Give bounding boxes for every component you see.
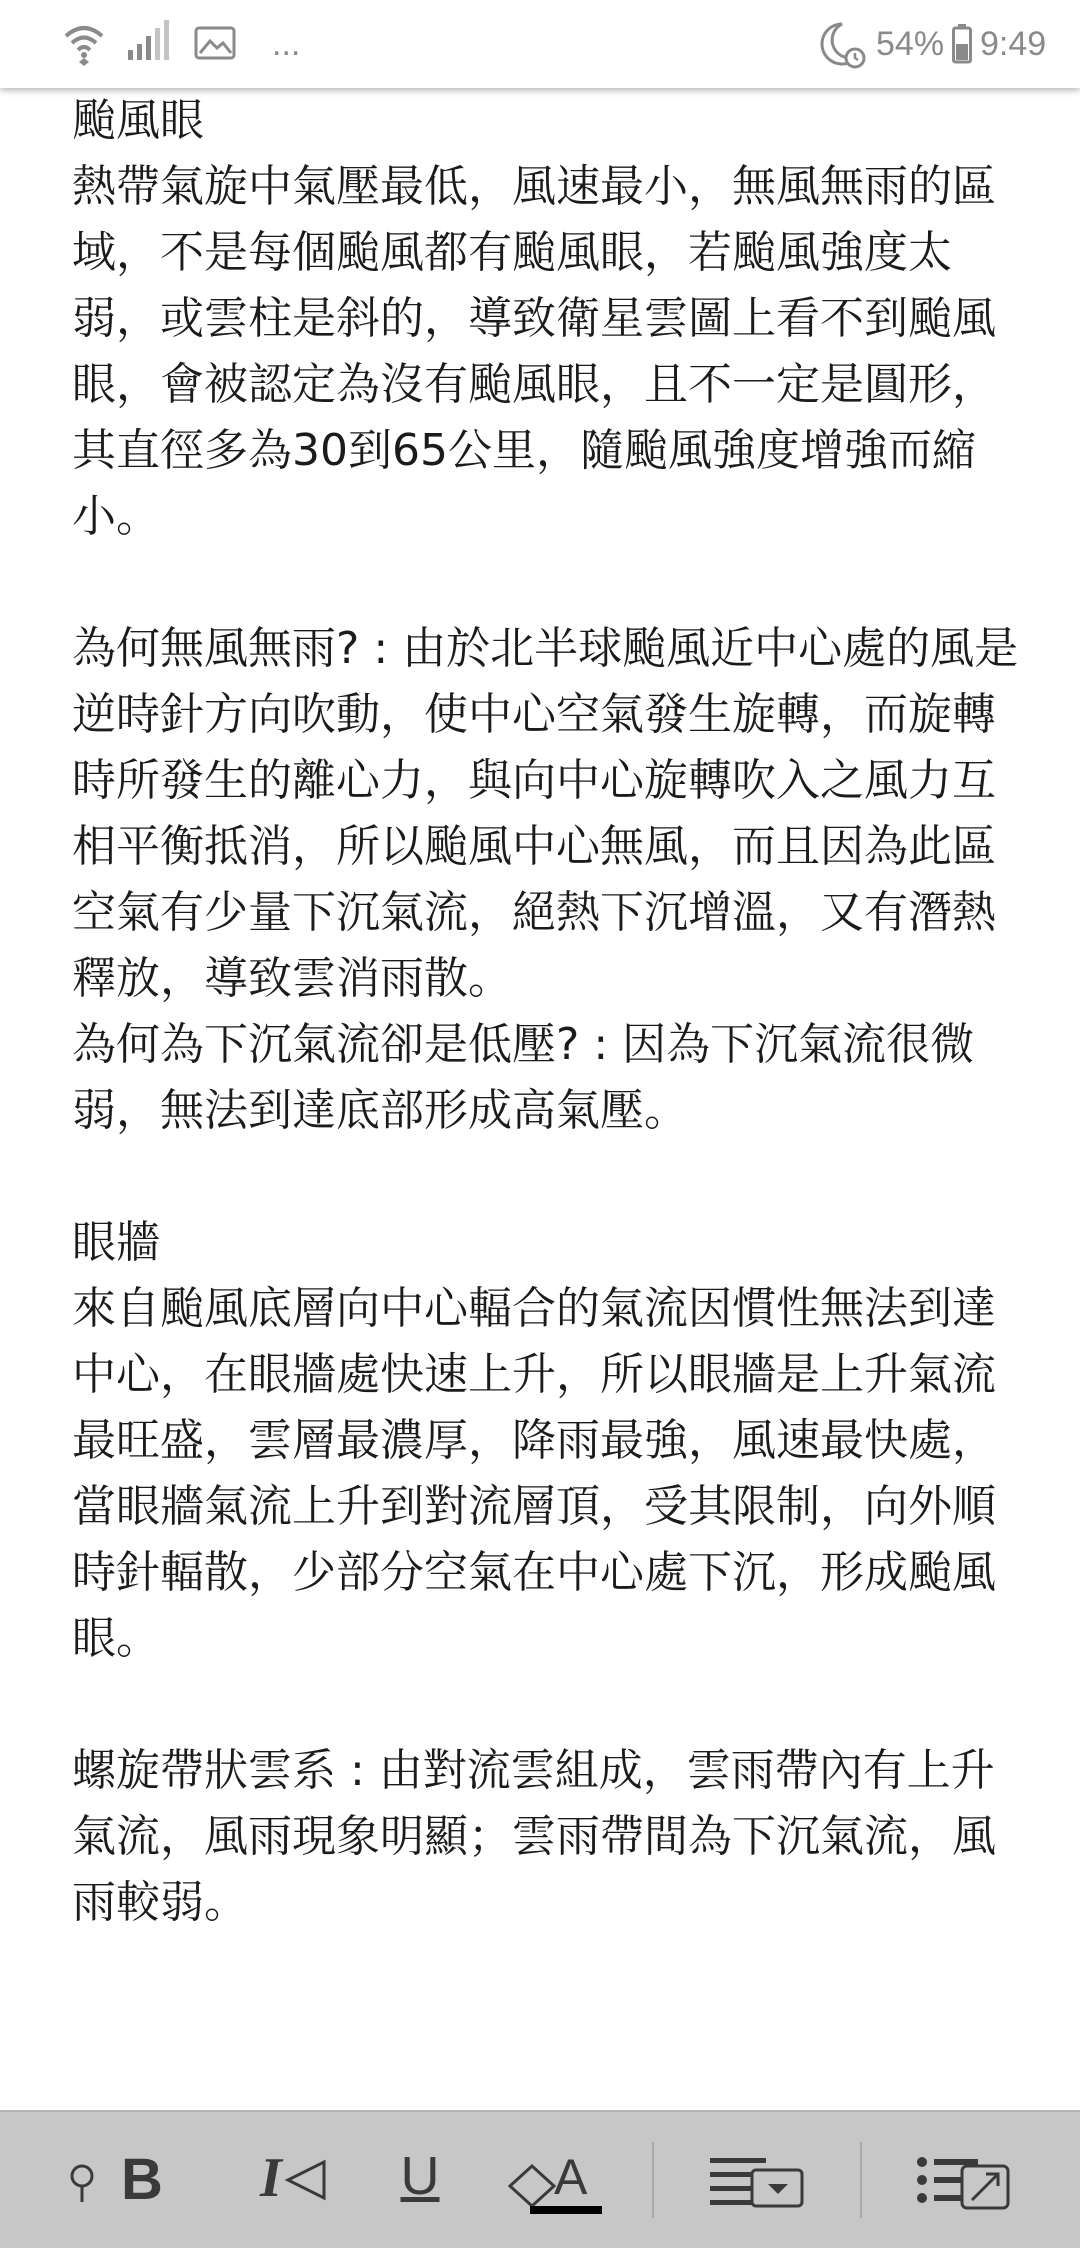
signal-icon — [126, 18, 170, 62]
status-bar — [0, 0, 1080, 88]
wifi-icon — [62, 18, 106, 68]
text-style-pin-icon[interactable] — [62, 2136, 102, 2224]
paragraph-typhoon-eye-definition[interactable]: 熱帶氣旋中氣壓最低，風速最小，無風無雨的區域，不是每個颱風都有颱風眼，若颱風強度太弱，或雲柱是斜的，導致衛星雲圖上看不到颱風眼，會被認定為沒有颱風眼，且不一定是圓形，其直徑多為30到65公里，隨颱風強度增強而縮小。 — [72, 161, 996, 542]
more-notifications-indicator: ... — [272, 25, 301, 63]
battery-icon — [952, 24, 972, 64]
toolbar-divider — [860, 2142, 862, 2218]
blank-line — [0, 1672, 1080, 1738]
gallery-notification-icon — [194, 26, 236, 60]
font-color-button[interactable] — [506, 2136, 606, 2224]
blank-line — [0, 1144, 1080, 1210]
italic-label: I — [260, 2147, 282, 2209]
list-format-button[interactable] — [912, 2136, 1012, 2224]
paragraph-why-low-pressure[interactable]: 為何為下沉氣流卻是低壓? : 因為下沉氣流很微弱，無法到達底部形成高氣壓。 — [72, 1019, 975, 1136]
clock-time: 9:49 — [980, 25, 1047, 63]
paragraph-align-button[interactable] — [706, 2136, 806, 2224]
formatting-toolbar — [0, 2110, 1080, 2248]
battery-percent: 54% — [876, 25, 945, 63]
blank-line — [0, 550, 1080, 616]
font-color-label: A — [554, 2149, 588, 2205]
paragraph-eyewall-definition[interactable]: 來自颱風底層向中心輻合的氣流因慣性無法到達中心，在眼牆處快速上升，所以眼牆是上升氣流最旺盛，雲層最濃厚，降雨最強，風速最快處，當眼牆氣流上升到對流層頂，受其限制，向外順時針輻散，少部分空氣在中心處下沉，形成颱風眼。 — [72, 1283, 996, 1664]
bold-button[interactable]: B — [121, 2147, 163, 2212]
toolbar-divider — [652, 2142, 654, 2218]
heading-eyewall[interactable]: 眼牆 — [72, 1217, 160, 1268]
underline-button[interactable]: U — [400, 2146, 440, 2206]
document-editor[interactable] — [0, 88, 1080, 2110]
do-not-disturb-alarm-icon — [818, 20, 866, 70]
italic-button[interactable] — [254, 2136, 330, 2224]
paragraph-spiral-rainbands[interactable]: 螺旋帶狀雲系 : 由對流雲組成，雲雨帶內有上升氣流，風雨現象明顯；雲雨帶間為下沉氣流，風雨較弱。 — [72, 1745, 996, 1928]
paragraph-why-no-wind-rain[interactable]: 為何無風無雨? : 由於北半球颱風近中心處的風是逆時針方向吹動，使中心空氣發生旋轉，而旋轉時所發生的離心力，與向中心旋轉吹入之風力互相平衡抵消，所以颱風中心無風，而且因為此區空氣有少量下沉氣流，絕熱下沉增溫，又有潛熱釋放，導致雲消雨散。 — [72, 623, 1019, 1004]
heading-typhoon-eye[interactable]: 颱風眼 — [72, 95, 204, 146]
